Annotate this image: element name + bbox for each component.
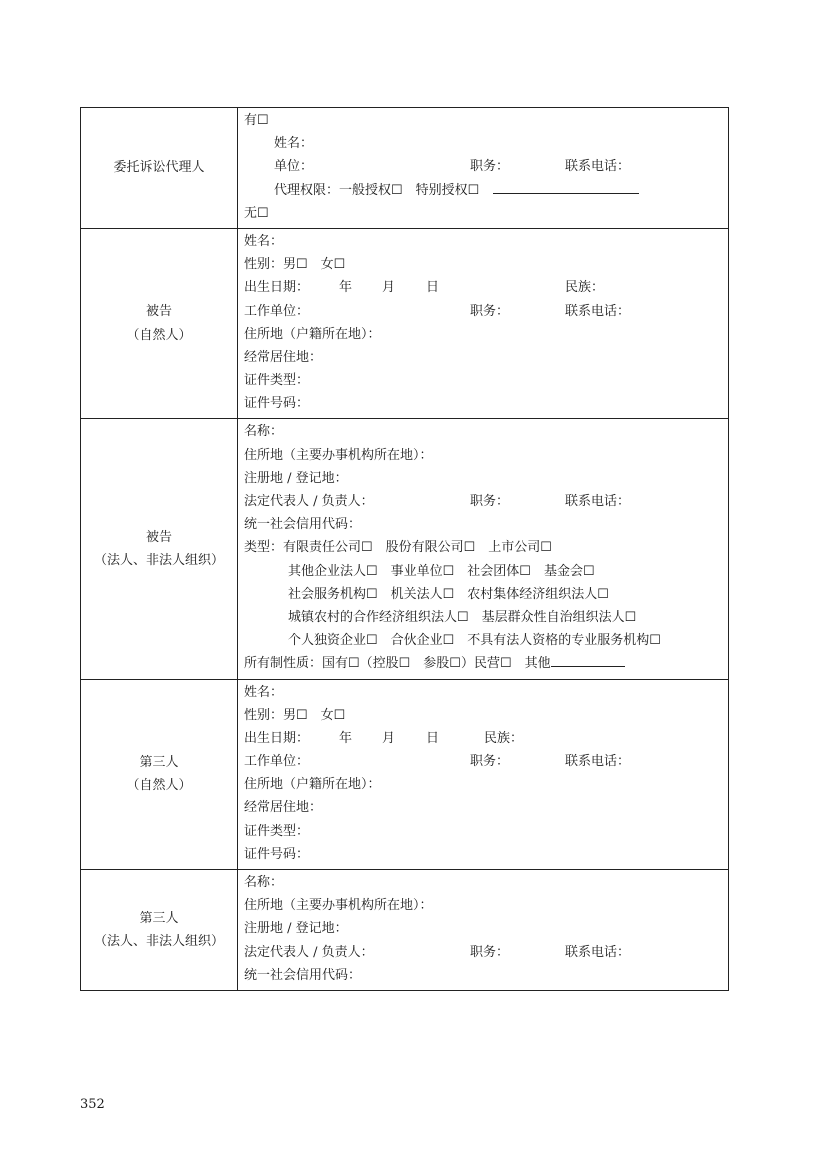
- third-org-position-field[interactable]: 职务：: [470, 944, 510, 960]
- defendant-person-ethnicity-field[interactable]: 民族：: [565, 280, 605, 296]
- agent-row: [81, 108, 729, 229]
- defendant-org-phone-field[interactable]: 联系电话：: [565, 494, 631, 509]
- agent-authority-line: [244, 179, 728, 202]
- defendant-person-residence-field[interactable]: 经常居住地：: [244, 349, 323, 365]
- defendant-person-idtype-field[interactable]: 证件类型：: [244, 373, 310, 389]
- third-person-position-field[interactable]: 职务：: [470, 754, 510, 770]
- defendant-org-name-field[interactable]: 名称：: [244, 424, 284, 440]
- agent-label: 委托诉讼代理人: [113, 160, 205, 176]
- defendant-person-workplace-field[interactable]: 工作单位：: [244, 303, 310, 319]
- defendant-org-type-line-1[interactable]: 类型：有限责任公司☐ 股份有限公司☐ 上市公司☐: [244, 540, 552, 556]
- third-org-phone-field[interactable]: 联系电话：: [565, 944, 631, 960]
- defendant-person-domicile-field[interactable]: 住所地（户籍所在地）：: [244, 326, 381, 342]
- defendant-person-label-cell: [81, 228, 238, 419]
- third-person-birth-field[interactable]: 出生日期：: [244, 730, 310, 746]
- third-org-label-cell: [81, 870, 238, 991]
- defendant-org-address-field[interactable]: 住所地（主要办事机构所在地）：: [244, 447, 433, 463]
- defendant-person-sublabel: （自然人）: [126, 327, 192, 343]
- defendant-person-label: 被告: [145, 304, 172, 320]
- third-person-domicile-field[interactable]: 住所地（户籍所在地）：: [244, 777, 381, 793]
- agent-name-field[interactable]: 姓名：: [274, 136, 314, 152]
- agent-phone-field[interactable]: 联系电话：: [565, 159, 631, 175]
- defendant-person-position-field[interactable]: 职务：: [470, 303, 510, 319]
- third-person-idnumber-field[interactable]: 证件号码：: [244, 846, 310, 862]
- defendant-org-ownership-line: [244, 652, 728, 675]
- defendant-org-content-cell: [238, 419, 729, 679]
- defendant-person-gender-field[interactable]: 性别：男☐ 女☐: [244, 257, 346, 273]
- defendant-org-type-line-2[interactable]: 其他企业法人☐ 事业单位☐ 社会团体☐ 基金会☐: [288, 563, 595, 579]
- third-person-sublabel: （自然人）: [126, 778, 192, 794]
- third-person-gender-field[interactable]: 性别：男☐ 女☐: [244, 707, 346, 723]
- defendant-org-ownership-blank[interactable]: [551, 652, 625, 667]
- defendant-person-work-line: [244, 300, 728, 323]
- third-person-year-label: 年: [339, 730, 353, 746]
- agent-authority-options[interactable]: 代理权限：一般授权☐ 特别授权☐: [274, 182, 480, 198]
- defendant-org-position-field[interactable]: 职务：: [470, 494, 510, 509]
- defendant-person-month-label: 月: [382, 280, 396, 296]
- third-org-content-cell: [238, 870, 729, 991]
- third-org-representative-field[interactable]: 法定代表人 / 负责人：: [244, 944, 374, 960]
- agent-label-cell: [81, 108, 238, 229]
- defendant-org-row: [81, 419, 729, 679]
- agent-unit-field[interactable]: 单位：: [274, 159, 314, 175]
- defendant-person-row: [81, 228, 729, 419]
- agent-unit-line: [244, 155, 728, 178]
- defendant-org-label-cell: [81, 419, 238, 679]
- agent-position-field[interactable]: 职务：: [470, 159, 510, 175]
- third-person-label: 第三人: [139, 755, 179, 771]
- defendant-person-content-cell: [238, 228, 729, 419]
- third-org-registered-field[interactable]: 注册地 / 登记地：: [244, 921, 348, 937]
- agent-none-checkbox[interactable]: 无☐: [244, 205, 269, 221]
- third-person-day-label: 日: [426, 730, 440, 746]
- defendant-person-year-label: 年: [339, 280, 353, 296]
- third-person-ethnicity-field[interactable]: 民族：: [484, 730, 524, 746]
- defendant-org-type-line-3[interactable]: 社会服务机构☐ 机关法人☐ 农村集体经济组织法人☐: [288, 586, 609, 602]
- defendant-org-sublabel: （法人、非法人组织）: [93, 552, 224, 568]
- defendant-org-rep-line: [244, 490, 728, 513]
- page-number: 352: [80, 1097, 105, 1112]
- third-person-work-line: [244, 750, 728, 773]
- defendant-org-type-line-5[interactable]: 个人独资企业☐ 合伙企业☐ 不具有法人资格的专业服务机构☐: [288, 633, 661, 649]
- defendant-person-birth-field[interactable]: 出生日期：: [244, 280, 310, 296]
- agent-authority-blank[interactable]: [493, 179, 639, 194]
- defendant-person-idnumber-field[interactable]: 证件号码：: [244, 396, 310, 412]
- defendant-org-ownership-options[interactable]: 所有制性质：国有☐（控股☐ 参股☐）民营☐ 其他: [244, 656, 551, 672]
- defendant-org-label: 被告: [145, 529, 172, 545]
- third-org-row: [81, 870, 729, 991]
- litigation-form-table: [80, 107, 729, 991]
- defendant-org-registered-field[interactable]: 注册地 / 登记地：: [244, 470, 348, 486]
- third-org-name-field[interactable]: 名称：: [244, 875, 284, 890]
- defendant-org-type-line-4[interactable]: 城镇农村的合作经济组织法人☐ 基层群众性自治组织法人☐: [288, 609, 637, 625]
- defendant-person-day-label: 日: [426, 280, 440, 296]
- third-person-row: [81, 679, 729, 870]
- third-person-residence-field[interactable]: 经常居住地：: [244, 800, 323, 816]
- agent-has-checkbox[interactable]: 有☐: [244, 113, 269, 128]
- third-org-credit-field[interactable]: 统一社会信用代码：: [244, 967, 362, 983]
- defendant-person-birth-line: [244, 276, 728, 299]
- third-person-content-cell: [238, 679, 729, 870]
- third-org-address-field[interactable]: 住所地（主要办事机构所在地）：: [244, 898, 433, 914]
- third-org-label: 第三人: [139, 910, 179, 926]
- third-person-idtype-field[interactable]: 证件类型：: [244, 823, 310, 839]
- defendant-person-phone-field[interactable]: 联系电话：: [565, 303, 631, 319]
- third-org-rep-line: [244, 941, 728, 964]
- third-person-month-label: 月: [382, 730, 396, 746]
- agent-content-cell: [238, 108, 729, 229]
- defendant-org-representative-field[interactable]: 法定代表人 / 负责人：: [244, 494, 374, 509]
- defendant-person-name-field[interactable]: 姓名：: [244, 233, 284, 249]
- third-person-birth-line: [244, 727, 728, 750]
- third-person-workplace-field[interactable]: 工作单位：: [244, 754, 310, 770]
- third-org-sublabel: （法人、非法人组织）: [93, 933, 224, 949]
- third-person-label-cell: [81, 679, 238, 870]
- third-person-phone-field[interactable]: 联系电话：: [565, 754, 631, 770]
- defendant-org-credit-field[interactable]: 统一社会信用代码：: [244, 517, 362, 533]
- third-person-name-field[interactable]: 姓名：: [244, 684, 284, 700]
